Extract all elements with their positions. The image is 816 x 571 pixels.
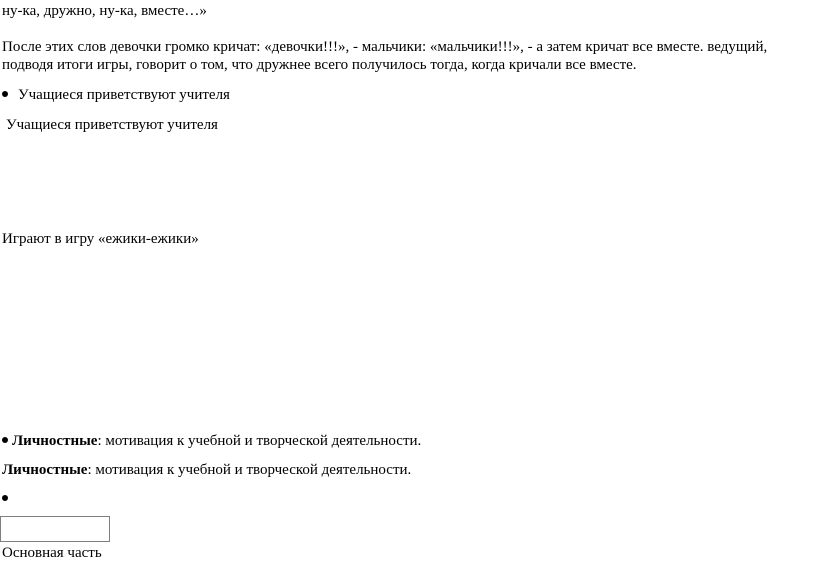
- game-line: Играют в игру «ежики-ежики»: [2, 231, 199, 247]
- personal-line: [2, 461, 411, 479]
- empty-text-box: [0, 516, 110, 542]
- greeting-plain-line: Учащиеся приветствуют учителя: [6, 117, 218, 133]
- personal-text-2: : мотивация к учебной и творческой деятельности.: [87, 462, 412, 478]
- bullet-icon: [2, 91, 8, 97]
- bullet-icon: [2, 437, 8, 443]
- intro-line: ну-ка, дружно, ну-ка, вместе…»: [2, 3, 207, 19]
- bullet-icon: [2, 495, 8, 501]
- personal-label: Личностные: [12, 433, 98, 449]
- bullet-item-personal: [2, 432, 421, 450]
- personal-text: : мотивация к учебной и творческой деятельности.: [97, 433, 422, 449]
- main-part-heading: Основная часть: [2, 545, 102, 561]
- bullet-item-greeting: [2, 86, 230, 104]
- empty-bullet-row: [2, 490, 8, 508]
- personal-label-2: Личностные: [2, 462, 88, 478]
- game-description-paragraph: После этих слов девочки громко кричат: «девочки!!!», - мальчики: «мальчики!!!», - а затем кричат все вместе. ведущий, подводя итоги игры, говорит о том, что дружнее всего получилось тогда, когда кричали все вместе.: [2, 39, 768, 73]
- bullet-greeting-text: Учащиеся приветствуют учителя: [18, 87, 230, 103]
